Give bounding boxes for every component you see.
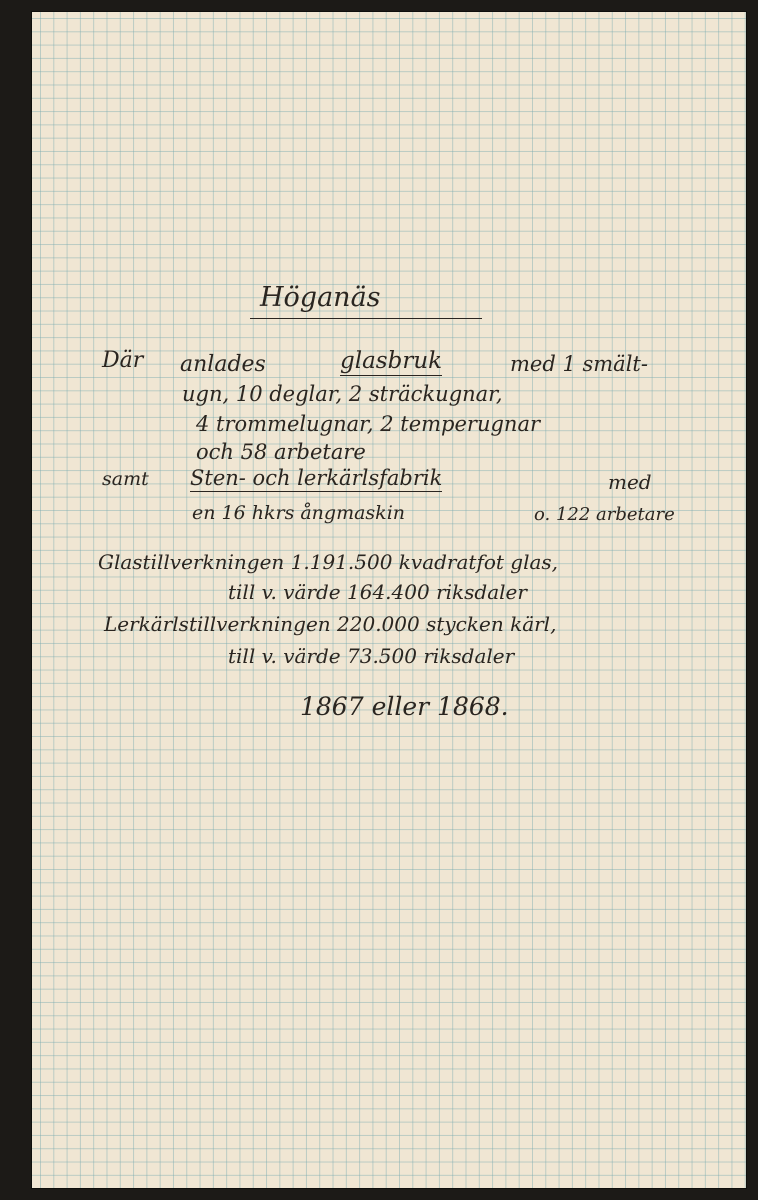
line-1-lead: Där <box>102 348 144 373</box>
production-line-4: till v. värde 73.500 riksdaler <box>228 644 515 668</box>
document-title: Höganäs <box>260 282 381 313</box>
line-5-lead: samt <box>102 468 149 490</box>
production-line-2: till v. värde 164.400 riksdaler <box>228 580 527 604</box>
line-5-tail: med <box>608 470 652 494</box>
production-line-1: Glastillverkningen 1.191.500 kvadratfot glas, <box>98 550 559 574</box>
line-3-text: 4 trommelugnar, 2 temperugnar <box>196 412 540 436</box>
line-6-tail: o. 122 arbetare <box>534 504 675 525</box>
line-1-emphasis: glasbruk <box>340 348 443 374</box>
line-4-text: och 58 arbetare <box>196 440 366 464</box>
line-5-emphasis: Sten- och lerkärlsfabrik <box>190 466 443 490</box>
line-1-tail: med 1 smält- <box>510 352 648 376</box>
production-line-3: Lerkärlstillverkningen 220.000 stycken kärl, <box>104 612 557 636</box>
line-1-text: anlades <box>180 352 266 377</box>
line-6-text: en 16 hkrs ångmaskin <box>192 502 406 524</box>
line-2-text: ugn, 10 deglar, 2 sträckugnar, <box>182 382 503 406</box>
manuscript-sheet <box>32 12 746 1188</box>
document-date: 1867 eller 1868. <box>300 692 509 721</box>
title-underline <box>250 318 482 319</box>
